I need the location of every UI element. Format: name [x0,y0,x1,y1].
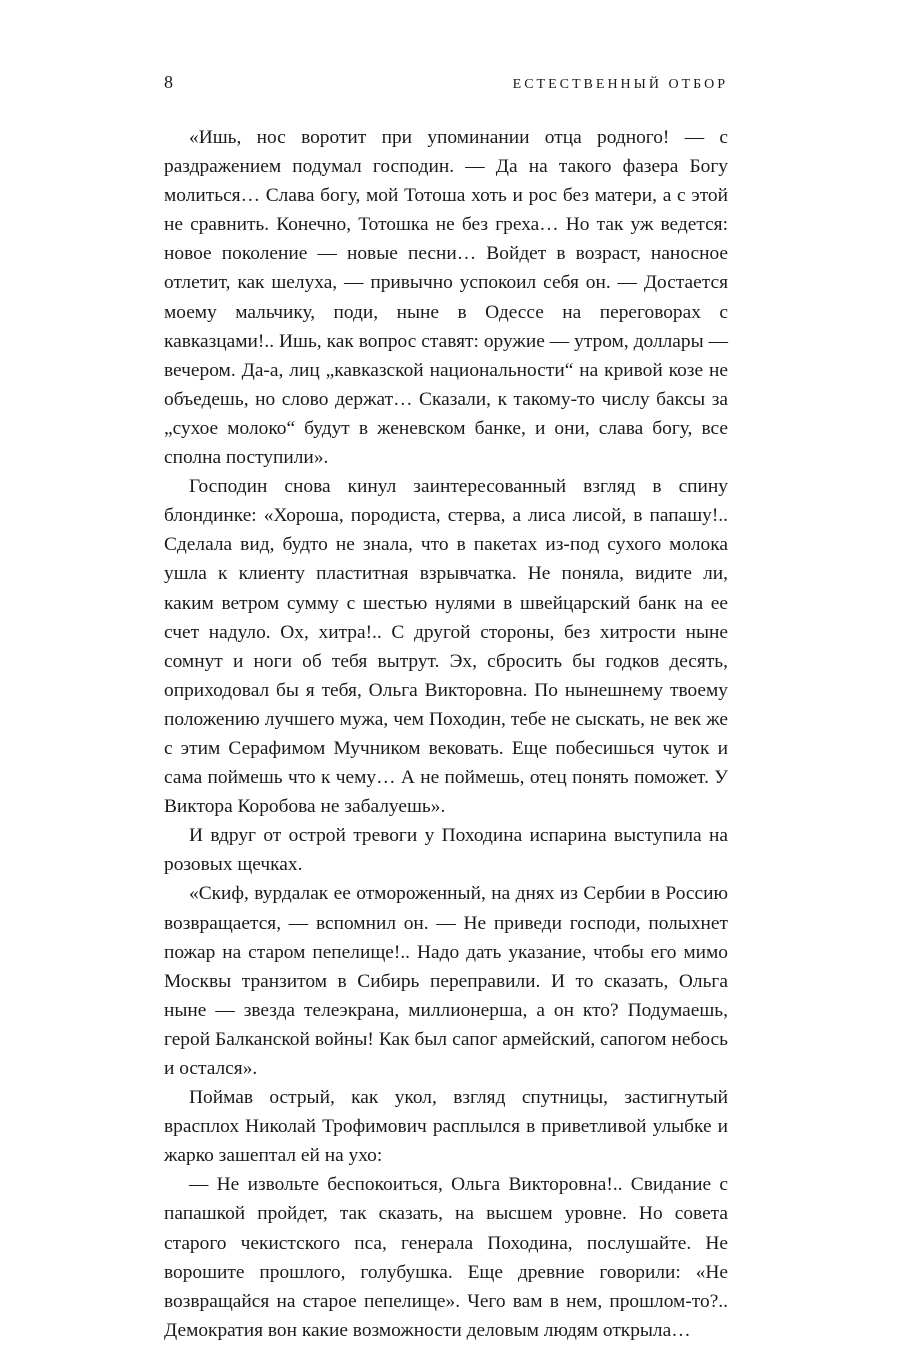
paragraph: Господин снова кинул заинтересованный взгляд в спину блондинке: «Хороша, породиста, стерва, а лиса лисой, в папашу!.. Сделала вид, будто не знала, что в пакетах из-под сухого молока ушла к клиенту пластитная взрывчатка. Не поняла, видите ли, каким ветром сумму с шестью нулями в швейцарский банк на ее счет надуло. Ох, хитра!.. С другой стороны, без хитрости ныне сомнут и ноги об тебя вытрут. Эх, сбросить бы годков десять, оприходовал бы я тебя, Ольга Викторовна. По нынешнему твоему положению лучшего мужа, чем Походин, тебе не сыскать, не век же с этим Серафимом Мучником вековать. Еще побесишься чуток и сама поймешь что к чему… А не поймешь, отец понять поможет. У Виктора Коробова не забалуешь». [164,476,728,818]
body-text [164,123,728,1345]
section-title: ЕСТЕСТВЕННЫЙ ОТБОР [512,77,728,92]
paragraph: «Скиф, вурдалак ее отмороженный, на днях из Сербии в Россию возвращается, — вспомнил он. — Не приведи господи, полыхнет пожар на старом пепелище!.. Надо дать указание, чтобы его мимо Москвы транзитом в Сибирь переправили. И то сказать, Ольга ныне — звезда телеэкрана, миллионерша, а он кто? Подумаешь, герой Балканской войны! Как был сапог армейский, сапогом небось и остался». [164,883,728,1079]
running-head [164,72,728,100]
paragraph: Поймав острый, как укол, взгляд спутницы, застигнутый врасплох Николай Трофимович расплылся в приветливой улыбке и жарко зашептал ей на ухо: [164,1087,728,1167]
paragraph: — Не извольте беспокоиться, Ольга Викторовна!.. Свидание с папашкой пройдет, так сказать, на высшем уровне. Но совета старого чекистского пса, генерала Походина, послушайте. Не ворошите прошлого, голубушка. Еще древние говорили: «Не возвращайся на старое пепелище». Чего вам в нем, прошлом-то?.. Демократия вон какие возможности деловым людям открыла… [164,1174,728,1341]
page-number: 8 [164,72,173,92]
paragraph: «Ишь, нос воротит при упоминании отца родного! — с раздражением подумал господин. — Да на такого фазера Богу молиться… Слава богу, мой Тотоша хоть и рос без матери, а с этой не сравнить. Конечно, Тотошка не без греха… Но так уж ведется: новое поколение — новые песни… Войдет в возраст, наносное отлетит, как шелуха, — привычно успокоил себя он. — Достается моему мальчику, поди, ныне в Одессе на переговорах с кавказцами!.. Ишь, как вопрос ставят: оружие — утром, доллары — вечером. Да-а, лиц „кавказской национальности“ на кривой козе не объедешь, но слово держат… Сказали, к такому-то числу баксы за „сухое молоко“ будут в женевском банке, и они, слава богу, все сполна поступили». [164,127,728,469]
paragraph: И вдруг от острой тревоги у Походина испарина выступила на розовых щечках. [164,825,728,876]
